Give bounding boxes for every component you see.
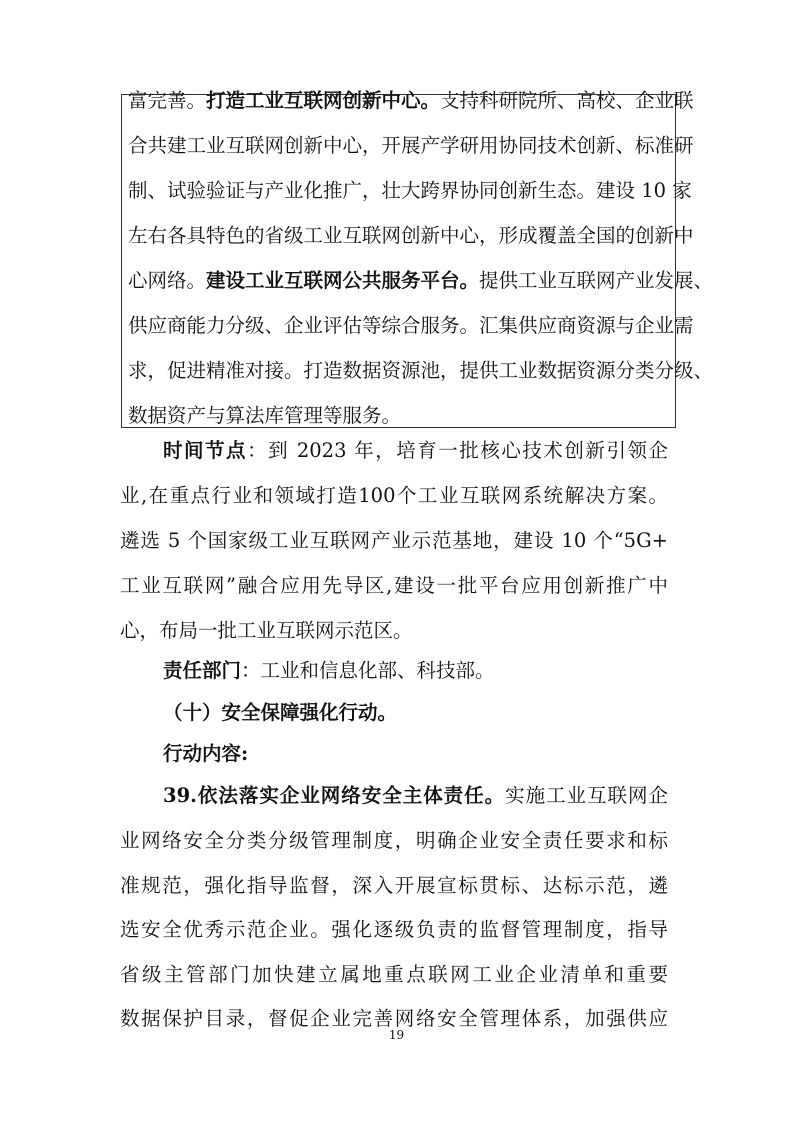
text-run: 遴选 5 个国家级工业互联网产业示范基地，建设 10 个“5G+: [120, 529, 668, 552]
box_lines-line: [128, 128, 694, 164]
body_lines-line: [163, 736, 668, 772]
body_lines-line: [120, 912, 668, 948]
text-run: 提供工业互联网产业发展、: [479, 269, 714, 292]
text-run: 省级主管部门加快建立属地重点联网工业企业清单和重要: [120, 963, 668, 986]
text-run: 制、试验验证与产业化推广，壮大跨界协同创新生态。建设 10 家: [128, 179, 692, 202]
box_lines-line: [128, 308, 694, 344]
page-number: 19: [388, 1028, 405, 1042]
text-run: 工业互联网”融合应用先导区,建设一批平台应用创新推广中: [120, 574, 668, 597]
text-run: 选安全优秀示范企业。强化逐级负责的监督管理制度，指导: [120, 918, 668, 941]
text-run: 求，促进精准对接。打造数据资源池，提供工业数据资源分类分级、: [128, 359, 714, 382]
text-run: 心，布局一批工业互联网示范区。: [120, 619, 413, 642]
text-run: 合共建工业互联网创新中心，开展产学研用协同技术创新、标准研: [128, 134, 694, 157]
box_lines-line: [128, 218, 694, 254]
bold-text: 39.依法落实企业网络安全主体责任。: [163, 784, 506, 807]
text-run: 数据保护目录，督促企业完善网络安全管理体系，加强供应: [120, 1007, 668, 1030]
body_lines-line: [163, 653, 668, 689]
bold-text: 打造工业互联网创新中心。: [206, 89, 441, 112]
bold-text: 责任部门: [163, 659, 242, 682]
text-run: ：工业和信息化部、科技部。: [241, 659, 495, 682]
bold-text: （十）安全保障强化行动。: [163, 701, 398, 724]
text-run: 支持科研院所、高校、企业联: [440, 89, 694, 112]
text-run: 准规范，强化指导监督，深入开展宣标贯标、达标示范，遴: [120, 874, 668, 897]
text-run: 供应商能力分级、企业评估等综合服务。汇集供应商资源与企业需: [128, 314, 694, 337]
text-run: 心网络。: [128, 269, 207, 292]
text-run: 左右各具特色的省级工业互联网创新中心，形成覆盖全国的创新中: [128, 224, 694, 247]
text-run: 富完善。: [128, 89, 207, 112]
body_lines-line: [120, 478, 668, 514]
body_lines-line: [120, 957, 668, 993]
text-run: 数据资产与算法库管理等服务。: [128, 404, 402, 427]
bold-text: 时间节点: [163, 439, 248, 462]
text-run: ：到 2023 年，培育一批核心技术创新引领企: [247, 439, 668, 462]
body_lines-line: [163, 778, 668, 814]
bold-text: 行动内容:: [163, 742, 249, 765]
text-run: 业网络安全分类分级管理制度，明确企业安全责任要求和标: [120, 829, 668, 852]
body_lines-line: [163, 695, 668, 731]
text-run: 业,在重点行业和领域打造100个工业互联网系统解决方案。: [120, 484, 668, 507]
body_lines-line: [163, 433, 668, 469]
box_lines-line: [128, 398, 668, 434]
body_lines-line: [120, 568, 668, 604]
box_lines-line: [128, 353, 714, 389]
box_lines-line: [128, 173, 692, 209]
body_lines-line: [120, 868, 668, 904]
body_lines-line: [120, 523, 668, 559]
bold-text: 建设工业互联网公共服务平台。: [206, 269, 480, 292]
box_lines-line: [128, 83, 694, 119]
body_lines-line: [120, 613, 668, 649]
box_lines-line: [128, 263, 714, 299]
text-run: 实施工业互联网企: [505, 784, 668, 807]
body_lines-line: [120, 823, 668, 859]
